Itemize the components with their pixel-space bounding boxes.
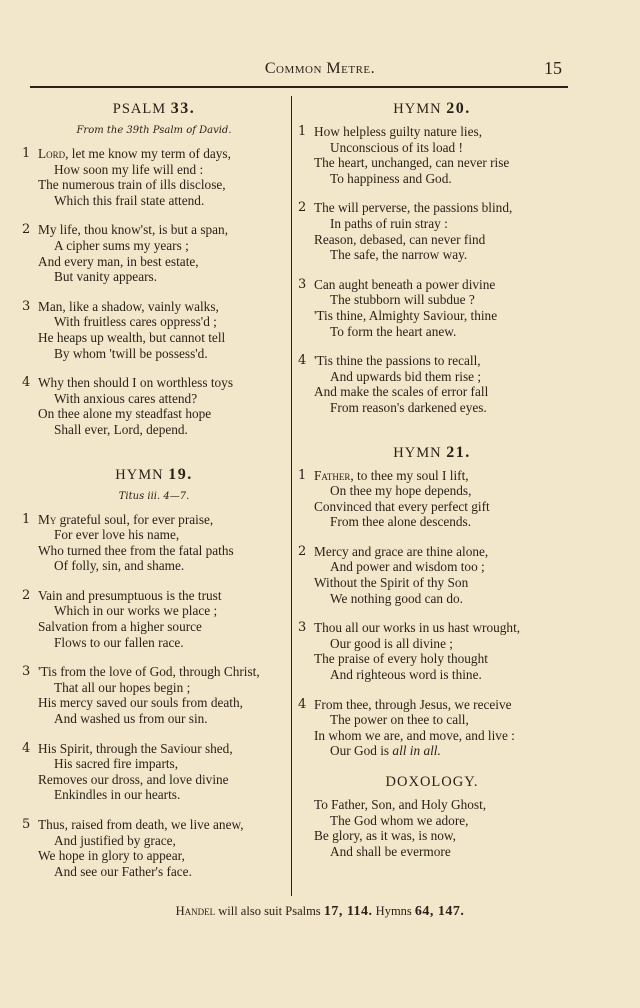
tune-note: Handel will also suit Psalms 17, 114. Hymns 64, 147. bbox=[175, 904, 465, 919]
doxology-heading: DOXOLOGY. bbox=[385, 774, 479, 790]
hymn-21-stanza-3: 3 Thou all our works in us hast wrought, Our good is all divine ; The praise of every holy thought And righteous word is thine. bbox=[298, 620, 521, 683]
doxology-stanza: To Father, Son, and Holy Ghost, The God whom we adore, Be glory, as it was, is now, And shall be evermore bbox=[314, 797, 487, 859]
hymn-19-stanza-2: 2 Vain and presumptuous is the trust Which in our works we place ; Salvation from a higher source Flows to our fallen race. bbox=[22, 587, 222, 650]
psalm-33-stanza-1: 1 Lord, let me know my term of days, How soon my life will end : The numerous train of ills disclose, Which this frail state attend. bbox=[22, 146, 231, 208]
psalm-33-heading: PSALM 33. bbox=[112, 100, 196, 117]
hymn-19-stanza-4: 4 His Spirit, through the Saviour shed, His sacred fire imparts, Removes our dross, and love divine Enkindles in our hearts. bbox=[22, 740, 233, 803]
hymn-20-stanza-3: 3 Can aught beneath a power divine The stubborn will subdue ? 'Tis thine, Almighty Saviour, thine To form the heart anew. bbox=[298, 276, 498, 339]
hymn-19-heading: HYMN 19. bbox=[115, 465, 193, 483]
left-column bbox=[22, 100, 286, 893]
hymn-21-stanza-1: 1 Father, to thee my soul I lift, On thee my hope depends, Convinced that every perfect gift From thee alone descends. bbox=[298, 467, 490, 530]
right-column bbox=[298, 100, 566, 873]
hymn-20-stanza-2: 2 The will perverse, the passions blind, In paths of ruin stray : Reason, debased, can never find The safe, the narrow way. bbox=[298, 200, 513, 263]
psalm-33-stanza-2: 2 My life, thou know'st, is but a span, A cipher sums my years ; And every man, in best estate, But vanity appears. bbox=[22, 222, 229, 285]
running-head bbox=[0, 60, 640, 82]
hymn-21-stanza-4: 4 From thee, through Jesus, we receive The power on thee to call, In whom we are, and move, and live : Our God is all in all. bbox=[298, 696, 515, 759]
page-number: 15 bbox=[544, 58, 562, 78]
running-title: Common Metre. bbox=[264, 60, 376, 77]
hymn-21-stanza-2: 2 Mercy and grace are thine alone, And power and wisdom too ; Without the Spirit of thy Son We nothing good can do. bbox=[298, 543, 489, 606]
hymn-19-stanza-1: 1 My grateful soul, for ever praise, For ever love his name, Who turned thee from the fatal paths Of folly, sin, and shame. bbox=[22, 511, 234, 574]
psalm-33-source: From the 39th Psalm of David. bbox=[76, 125, 232, 136]
hymn-20-heading: HYMN 20. bbox=[393, 100, 471, 117]
header-rule bbox=[30, 86, 568, 88]
column-divider bbox=[291, 96, 292, 896]
hymn-19-source: Titus iii. 4—7. bbox=[118, 490, 190, 502]
hymn-19-stanza-5: 5 Thus, raised from death, we live anew, And justified by grace, We hope in glory to appear, And see our Father's face. bbox=[22, 817, 244, 879]
hymn-19-stanza-3: 3 'Tis from the love of God, through Christ, That all our hopes begin ; His mercy saved our souls from death, And washed us from our sin. bbox=[22, 664, 260, 727]
hymn-20-stanza-4: 4 'Tis thine the passions to recall, And upwards bid them rise ; And make the scales of error fall From reason's darkened eyes. bbox=[298, 353, 489, 415]
hymn-20-stanza-1: 1 How helpless guilty nature lies, Unconscious of its load ! The heart, unchanged, can never rise To happiness and God. bbox=[298, 124, 510, 186]
psalm-33-stanza-3: 3 Man, like a shadow, vainly walks, With fruitless cares oppress'd ; He heaps up wealth, but cannot tell By whom 'twill be possess'd. bbox=[22, 298, 226, 361]
hymn-21-heading: HYMN 21. bbox=[393, 443, 471, 461]
psalm-33-stanza-4: 4 Why then should I on worthless toys With anxious cares attend? On thee alone my steadfast hope Shall ever, Lord, depend. bbox=[22, 375, 234, 437]
